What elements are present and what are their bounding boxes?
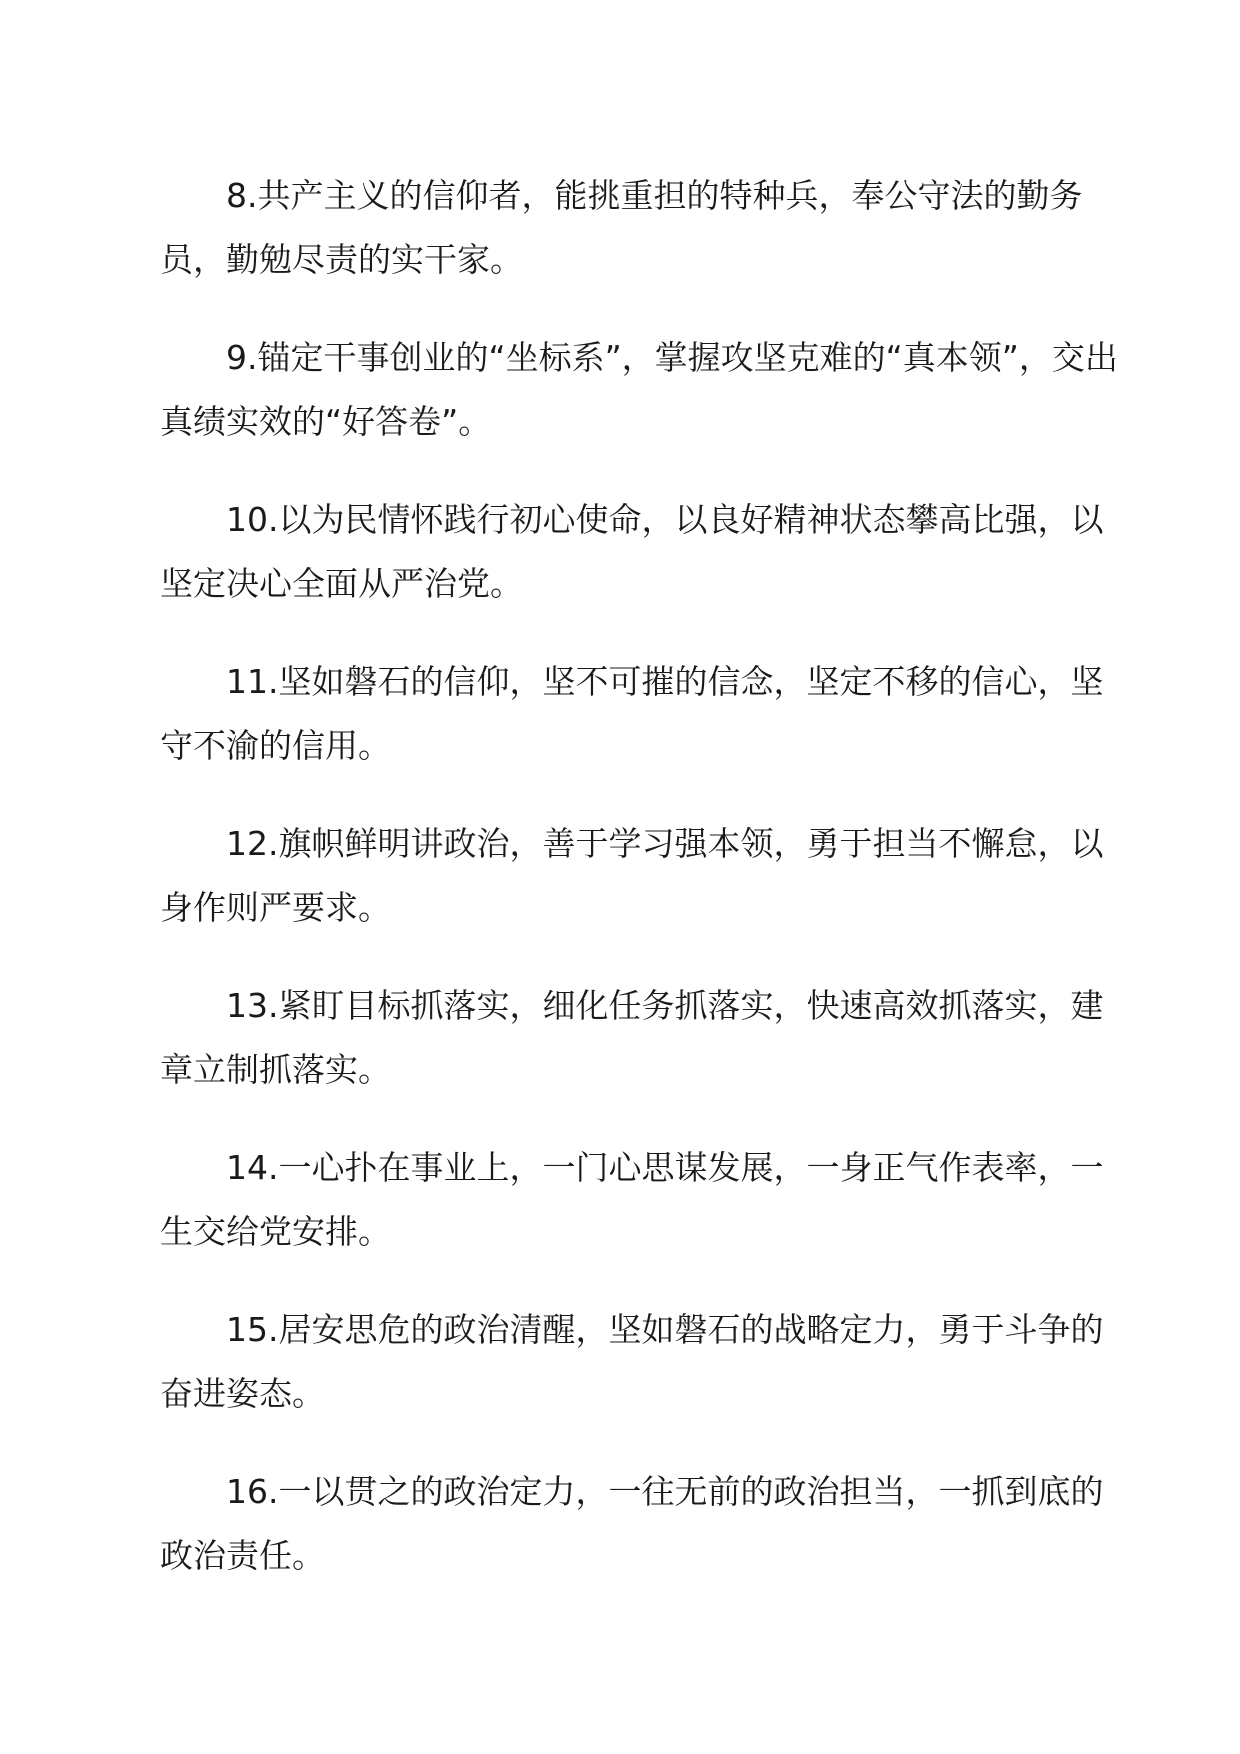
- paragraph-12: 12.旗帜鲜明讲政治，善于学习强本领，勇于担当不懈怠，以身作则严要求。: [160, 824, 1104, 927]
- paragraph-11: 11.坚如磐石的信仰，坚不可摧的信念，坚定不移的信心，坚守不渝的信用。: [160, 662, 1104, 765]
- paragraph-10: 10.以为民情怀践行初心使命，以良好精神状态攀高比强，以坚定决心全面从严治党。: [160, 500, 1104, 603]
- paragraph-15: 15.居安思危的政治清醒，坚如磐石的战略定力，勇于斗争的奋进姿态。: [160, 1310, 1104, 1413]
- paragraph-8: 8.共产主义的信仰者，能挑重担的特种兵，奉公守法的勤务员，勤勉尽责的实干家。: [160, 176, 1083, 279]
- paragraph-9: 9.锚定干事创业的“坐标系”，掌握攻坚克难的“真本领”，交出真绩实效的“好答卷”。: [160, 338, 1118, 441]
- paragraph-14: 14.一心扑在事业上，一门心思谋发展，一身正气作表率，一生交给党安排。: [160, 1148, 1104, 1251]
- paragraph-13: 13.紧盯目标抓落实，细化任务抓落实，快速高效抓落实，建章立制抓落实。: [160, 986, 1104, 1089]
- document-body: [160, 164, 1120, 1622]
- paragraph-16: 16.一以贯之的政治定力，一往无前的政治担当，一抓到底的政治责任。: [160, 1472, 1104, 1575]
